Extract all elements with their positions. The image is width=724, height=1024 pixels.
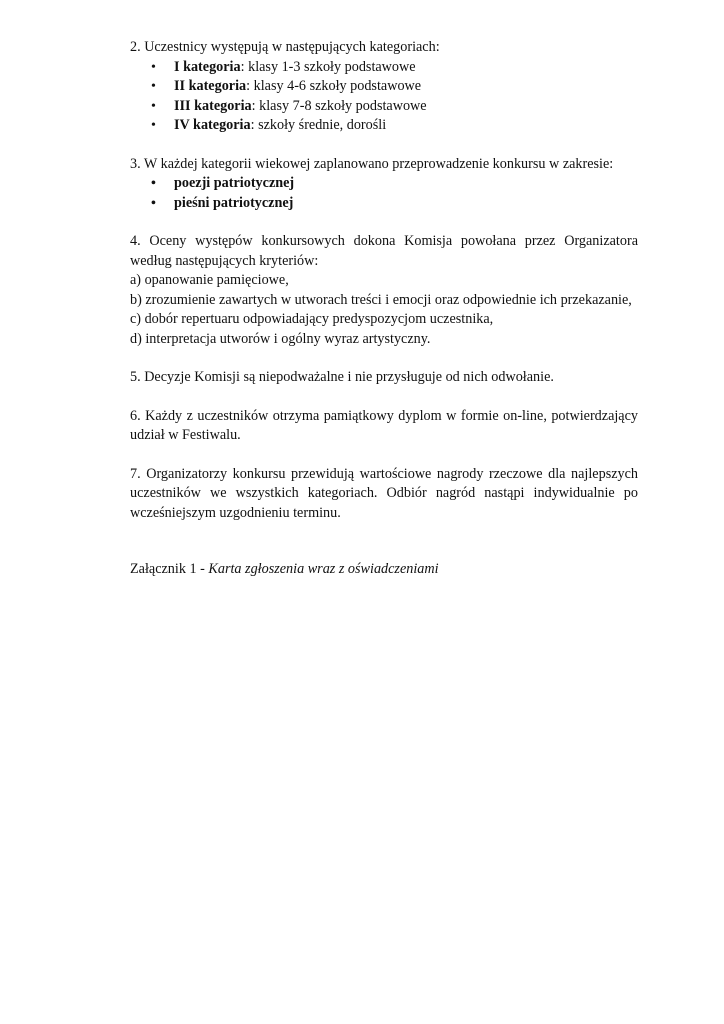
spacer <box>130 388 638 407</box>
criterion-b: b) zrozumienie zawartych w utworach treści i emocji oraz odpowiednie ich przekazanie, <box>130 291 632 308</box>
attachment-prefix: Załącznik 1 - <box>130 561 209 577</box>
category-term: II kategoria <box>174 78 247 94</box>
section-2-heading: 2. Uczestnicy występują w następujących kategoriach: <box>130 39 440 55</box>
spacer <box>130 523 638 560</box>
section-6-text: 6. Każdy z uczestników otrzyma pamiątkowy dyplom w formie on-line, potwierdzający udział w Festiwalu. <box>130 407 638 443</box>
category-term: III kategoria <box>174 97 252 114</box>
document-page <box>130 38 638 580</box>
scope-list <box>130 174 638 213</box>
category-term: IV kategoria <box>174 117 251 133</box>
category-list <box>130 58 638 136</box>
category-desc: : szkoły średnie, dorośli <box>250 117 387 133</box>
category-item <box>174 116 638 136</box>
criterion-a: a) opanowanie pamięciowe, <box>130 272 289 288</box>
category-desc: : klasy 1-3 szkoły podstawowe <box>240 58 416 75</box>
category-desc: : klasy 7-8 szkoły podstawowe <box>251 97 427 114</box>
section-5-text: 5. Decyzje Komisji są niepodważalne i nie przysługuje od nich odwołanie. <box>130 369 554 385</box>
scope-item: • pieśni patriotycznej <box>174 194 638 214</box>
criterion-d: d) interpretacja utworów i ogólny wyraz artystyczny. <box>130 330 431 347</box>
section-3-heading: 3. W każdej kategorii wiekowej zaplanowano przeprowadzenie konkursu w zakresie: <box>130 155 614 172</box>
spacer <box>130 136 638 155</box>
section-7-text: 7. Organizatorzy konkursu przewidują wartościowe nagrody rzeczowe dla najlepszych uczestników we wszystkich kategoriach. Odbiór nagród nastąpi indywidualnie po wcześniejszym uzgodnieniu terminu. <box>130 465 638 521</box>
attachment-title: Karta zgłoszenia wraz z oświadczeniami <box>208 561 439 577</box>
category-item <box>174 58 638 78</box>
attachment-line <box>130 560 638 580</box>
category-item <box>174 77 638 97</box>
spacer <box>130 213 638 232</box>
spacer <box>130 446 638 465</box>
scope-item: • poezji patriotycznej <box>174 174 638 194</box>
spacer <box>130 349 638 368</box>
section-4-intro: 4. Oceny występów konkursowych dokona Komisja powołana przez Organizatora według następujących kryteriów: <box>130 233 638 269</box>
category-desc: : klasy 4-6 szkoły podstawowe <box>246 78 422 94</box>
category-item <box>174 97 638 117</box>
criterion-c: c) dobór repertuaru odpowiadający predyspozycjom uczestnika, <box>130 311 494 327</box>
category-term: I kategoria <box>174 58 241 75</box>
